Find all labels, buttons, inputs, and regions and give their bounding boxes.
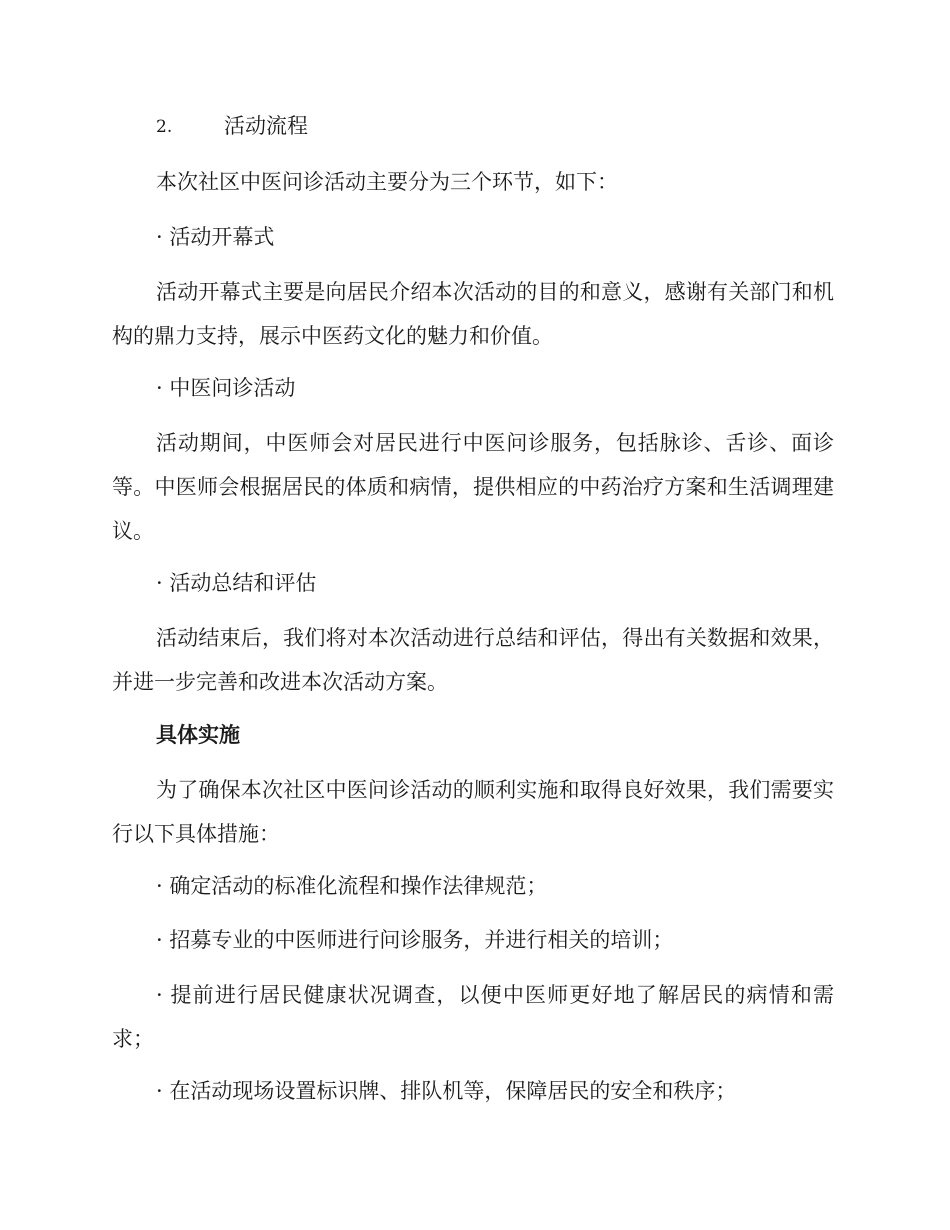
stage-bullet-opening: · 活动开幕式 xyxy=(156,225,275,249)
intro-paragraph: 本次社区中医问诊活动主要分为三个环节，如下： xyxy=(156,170,618,194)
stage-bullet-summary: · 活动总结和评估 xyxy=(156,571,317,595)
section-title: 活动流程 xyxy=(224,114,308,138)
stage-bullet-consultation: · 中医问诊活动 xyxy=(156,376,296,400)
stage-body-summary: 活动结束后，我们将对本次活动进行总结和评估，得出有关数据和效果，并进一步完善和改进本次活动方案。 xyxy=(112,626,834,694)
stage-body-consultation: 活动期间，中医师会对居民进行中医问诊服务，包括脉诊、舌诊、面诊等。中医师会根据居民的体质和病情，提供相应的中药治疗方案和生活调理建议。 xyxy=(112,431,834,543)
implementation-intro: 为了确保本次社区中医问诊活动的顺利实施和取得良好效果，我们需要实行以下具体措施： xyxy=(112,778,834,846)
measure-item: · 招募专业的中医师进行问诊服务，并进行相关的培训； xyxy=(156,928,674,952)
implementation-heading: 具体实施 xyxy=(156,723,240,747)
section-number: 2. xyxy=(156,117,173,137)
measure-item: · 在活动现场设置标识牌、排队机等，保障居民的安全和秩序； xyxy=(156,1079,737,1103)
measure-item: · 提前进行居民健康状况调查，以便中医师更好地了解居民的病情和需求； xyxy=(112,983,834,1051)
measure-item: · 确定活动的标准化流程和操作法律规范； xyxy=(156,874,548,898)
stage-body-opening: 活动开幕式主要是向居民介绍本次活动的目的和意义，感谢有关部门和机构的鼎力支持，展示中医药文化的魅力和价值。 xyxy=(112,280,834,348)
